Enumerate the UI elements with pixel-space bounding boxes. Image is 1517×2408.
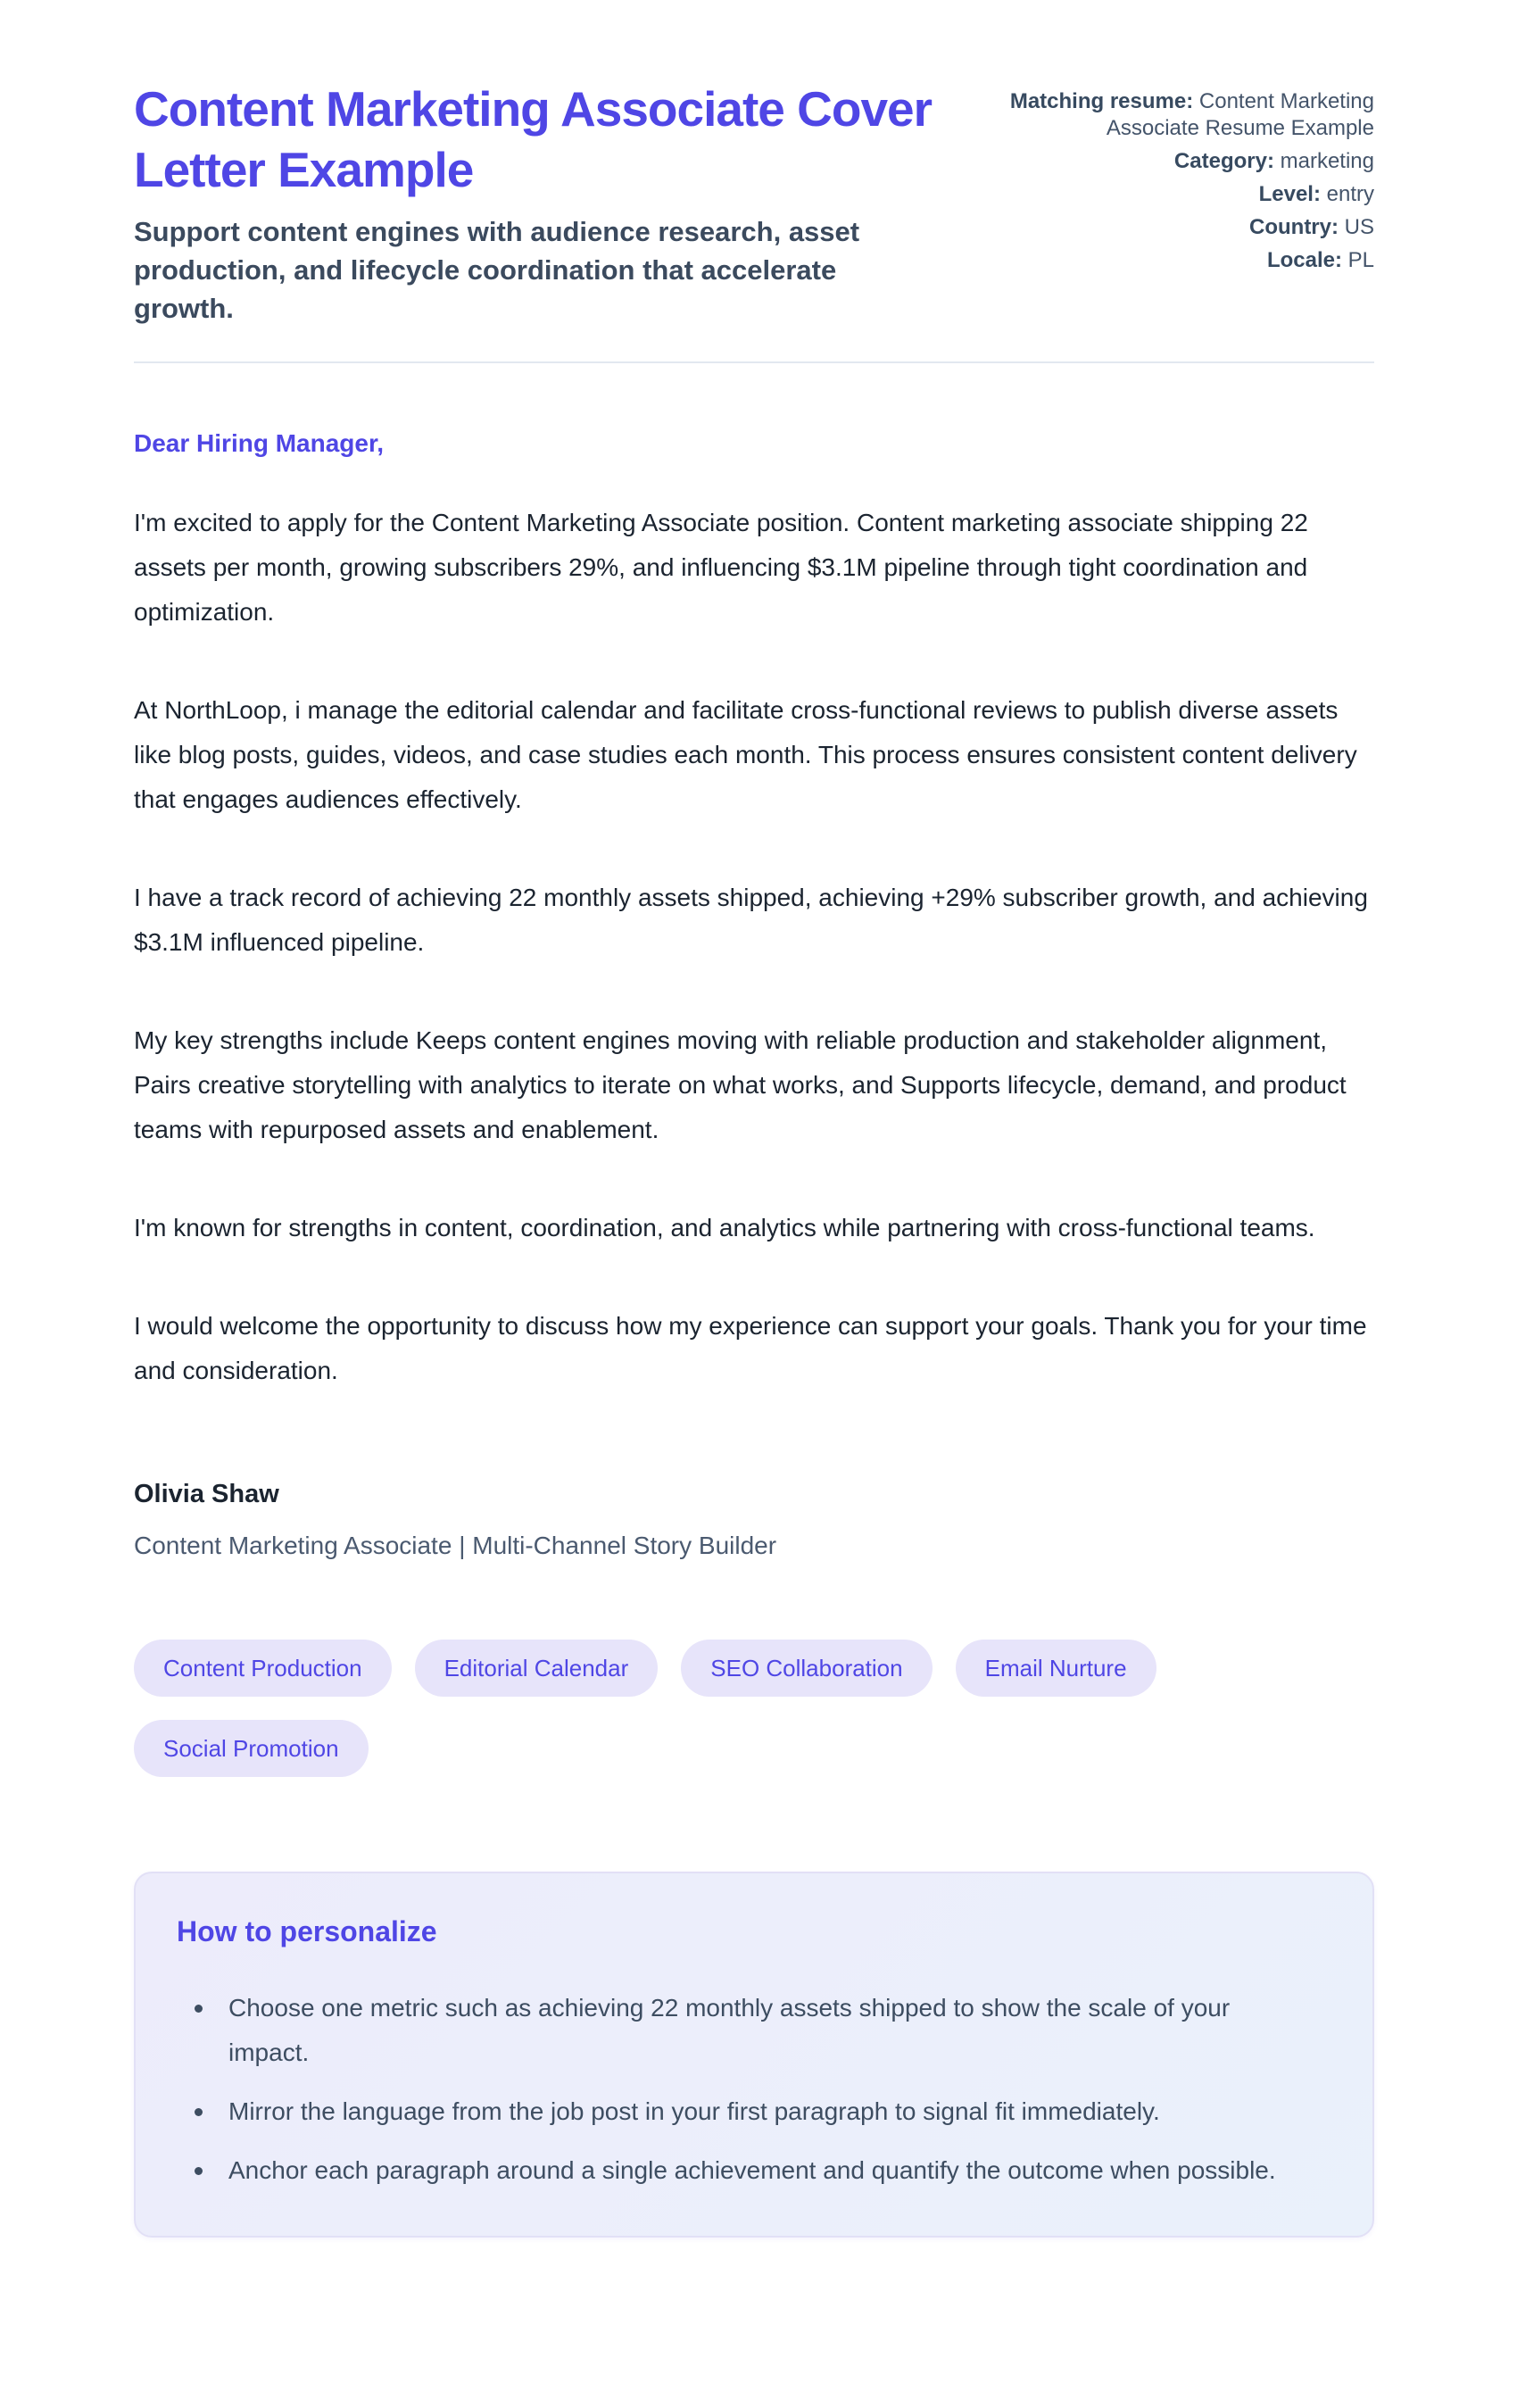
meta-row-category [991, 148, 1374, 175]
meta-level-value: entry [1326, 182, 1374, 206]
letter-salutation: Dear Hiring Manager, [134, 429, 385, 457]
tag-chip-editorial-calendar: Editorial Calendar [415, 1640, 659, 1697]
meta-matching-resume [991, 88, 1374, 142]
meta-category-value: marketing [1280, 149, 1374, 173]
letter-paragraph-1: I'm excited to apply for the Content Marketing Associate position. Content marketing associate shipping 22 assets per month, growing subscribers 29%, and influencing $3.1M pipeline through tight coordination and optimization. [134, 509, 1308, 626]
tips-item-1: Choose one metric such as achieving 22 monthly assets shipped to show the scale of your impact. [189, 1986, 1308, 2075]
signature-role: Content Marketing Associate | Multi-Channel Story Builder [134, 1532, 777, 1559]
page-header [134, 79, 1374, 328]
tag-chip-social-promotion: Social Promotion [134, 1720, 369, 1777]
letter-paragraph-5: I'm known for strengths in content, coordination, and analytics while partnering with cross-functional teams. [134, 1214, 1315, 1241]
signature-name: Olivia Shaw [134, 1480, 279, 1508]
page-subtitle: Support content engines with audience research, asset production, and lifecycle coordination that accelerate growth. [134, 216, 860, 324]
tips-heading: How to personalize [177, 1915, 437, 1947]
meta-category-label: Category: [1173, 149, 1274, 173]
letter-paragraph-6: I would welcome the opportunity to discuss how my experience can support your goals. Thank you for your time and consideration. [134, 1312, 1367, 1384]
meta-row-country [991, 214, 1374, 241]
tag-chip-content-production: Content Production [134, 1640, 392, 1697]
meta-panel [991, 79, 1374, 274]
letter-paragraph-3: I have a track record of achieving 22 monthly assets shipped, achieving +29% subscriber growth, and achieving $3.1M influenced pipeline. [134, 884, 1368, 956]
meta-country-value: US [1344, 215, 1374, 239]
tips-item-3: Anchor each paragraph around a single achievement and quantify the outcome when possible. [189, 2148, 1308, 2193]
meta-level-label: Level: [1258, 182, 1321, 206]
tips-card [134, 1872, 1374, 2238]
header-title-block [134, 79, 964, 328]
tag-chip-email-nurture: Email Nurture [956, 1640, 1156, 1697]
header-divider [134, 361, 1374, 363]
meta-locale-label: Locale: [1266, 248, 1342, 272]
letter-paragraph-4: My key strengths include Keeps content engines moving with reliable production and stakeholder alignment, Pairs creative storytelling with analytics to iterate on what works, and Supports lifecycle, demand, and product teams with repurposed assets and enablement. [134, 1026, 1347, 1143]
meta-matching-resume-value: Content Marketing Associate Resume Example [1106, 89, 1374, 140]
page-title: Content Marketing Associate Cover Letter Example [134, 81, 933, 197]
tag-chip-seo-collaboration: SEO Collaboration [681, 1640, 932, 1697]
meta-country-label: Country: [1249, 215, 1339, 239]
tips-list [177, 1986, 1331, 2193]
meta-locale-value: PL [1347, 248, 1374, 272]
tag-chip-list [134, 1640, 1374, 1777]
tips-item-2: Mirror the language from the job post in your first paragraph to signal fit immediately. [189, 2089, 1308, 2134]
page-container [134, 0, 1374, 2238]
meta-row-locale [991, 247, 1374, 274]
meta-matching-resume-label: Matching resume: [1009, 89, 1194, 113]
meta-row-level [991, 181, 1374, 208]
letter-paragraph-2: At NorthLoop, i manage the editorial calendar and facilitate cross-functional reviews to publish diverse assets like blog posts, guides, videos, and case studies each month. This process ensures consistent content delivery that engages audiences effectively. [134, 696, 1357, 813]
